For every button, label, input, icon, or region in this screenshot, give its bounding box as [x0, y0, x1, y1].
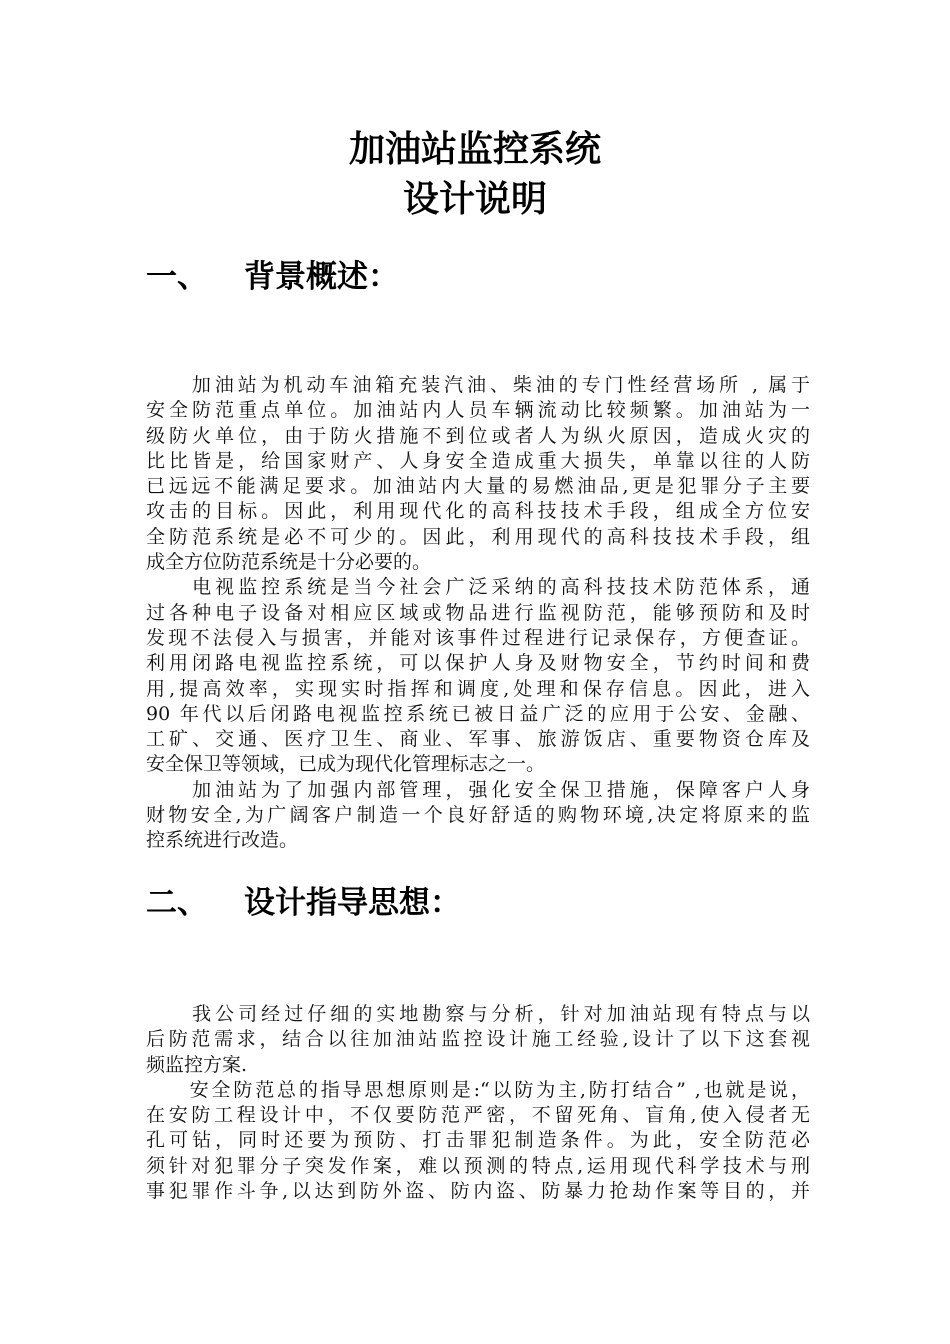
text-line: 工矿、交通、医疗卫生、商业、军事、旅游饭店、重要物资仓库及	[146, 728, 810, 751]
section-body-design-guideline	[146, 1002, 810, 1204]
text-line: 安全防范总的指导思想原则是:“以防为主,防打结合” ,也就是说，	[146, 1078, 810, 1101]
text-line: 加油站为机动车油箱充装汽油、柴油的专门性经营场所 , 属于	[146, 374, 810, 396]
text-line: 90 年代以后闭路电视监控系统已被日益广泛的应用于公安、金融、	[146, 702, 810, 725]
text-line: 后防范需求，结合以往加油站监控设计施工经验,设计了以下这套视	[146, 1028, 810, 1051]
text-line: 事犯罪作斗争,以达到防外盗、防内盗、防暴力抢劫作案等目的，并	[146, 1180, 810, 1203]
text-line: 利用闭路电视监控系统，可以保护人身及财物安全，节约时间和费	[146, 652, 810, 675]
text-line: 用,提高效率，实现实时指挥和调度,处理和保存信息。因此，进入	[146, 677, 810, 700]
text-line: 安全防范重点单位。加油站内人员车辆流动比较频繁。加油站为一	[146, 399, 810, 422]
text-line: 加油站为了加强内部管理，强化安全保卫措施，保障客户人身	[146, 778, 810, 801]
text-line: 频监控方案.	[146, 1053, 248, 1076]
text-line: 我公司经过仔细的实地勘察与分析，针对加油站现有特点与以	[146, 1003, 810, 1025]
text-line: 孔可钻，同时还要为预防、打击罪犯制造条件。为此，安全防范必	[146, 1129, 810, 1152]
text-line: 须针对犯罪分子突发作案，难以预测的特点,运用现代科学技术与刑	[146, 1154, 810, 1177]
text-line: 财物安全,为广阔客户制造一个良好舒适的购物环境,决定将原来的监	[146, 804, 810, 827]
text-line: 过各种电子设备对相应区域或物品进行监视防范，能够预防和及时	[146, 601, 810, 624]
text-line: 安全保卫等领域，已成为现代化管理标志之一。	[146, 753, 546, 776]
text-line: 比比皆是，给国家财产、人身安全造成重大损失，单靠以往的人防	[146, 449, 810, 472]
text-line: 电视监控系统是当今社会广泛采纳的高科技技术防范体系，通	[146, 576, 810, 599]
text-line: 控系统进行改造。	[146, 829, 299, 852]
text-line: 在安防工程设计中，不仅要防范严密，不留死角、盲角,使入侵者无	[146, 1104, 810, 1127]
section-number: 一、	[146, 259, 208, 295]
text-line: 已远远不能满足要求。加油站内大量的易燃油品,更是犯罪分子主要	[146, 475, 810, 498]
section-title: 设计指导思想：	[244, 885, 461, 921]
section-heading-design-guideline	[146, 884, 461, 922]
document-title: 加油站监控系统	[348, 129, 601, 170]
section-number: 二、	[146, 885, 208, 921]
text-line: 全防范系统是必不可少的。因此，利用现代的高科技技术手段，组	[146, 525, 810, 548]
section-heading-background	[146, 258, 399, 296]
text-line: 发现不法侵入与损害，并能对该事件过程进行记录保存，方便查证。	[146, 626, 810, 649]
text-line: 级防火单位，由于防火措施不到位或者人为纵火原因，造成火灾的	[146, 424, 810, 447]
section-title: 背景概述：	[244, 259, 399, 295]
section-body-background	[146, 373, 810, 854]
text-line: 攻击的目标。因此，利用现代化的高科技技术手段，组成全方位安	[146, 500, 810, 523]
text-line: 成全方位防范系统是十分必要的。	[146, 551, 432, 574]
document-subtitle: 设计说明	[402, 179, 547, 220]
